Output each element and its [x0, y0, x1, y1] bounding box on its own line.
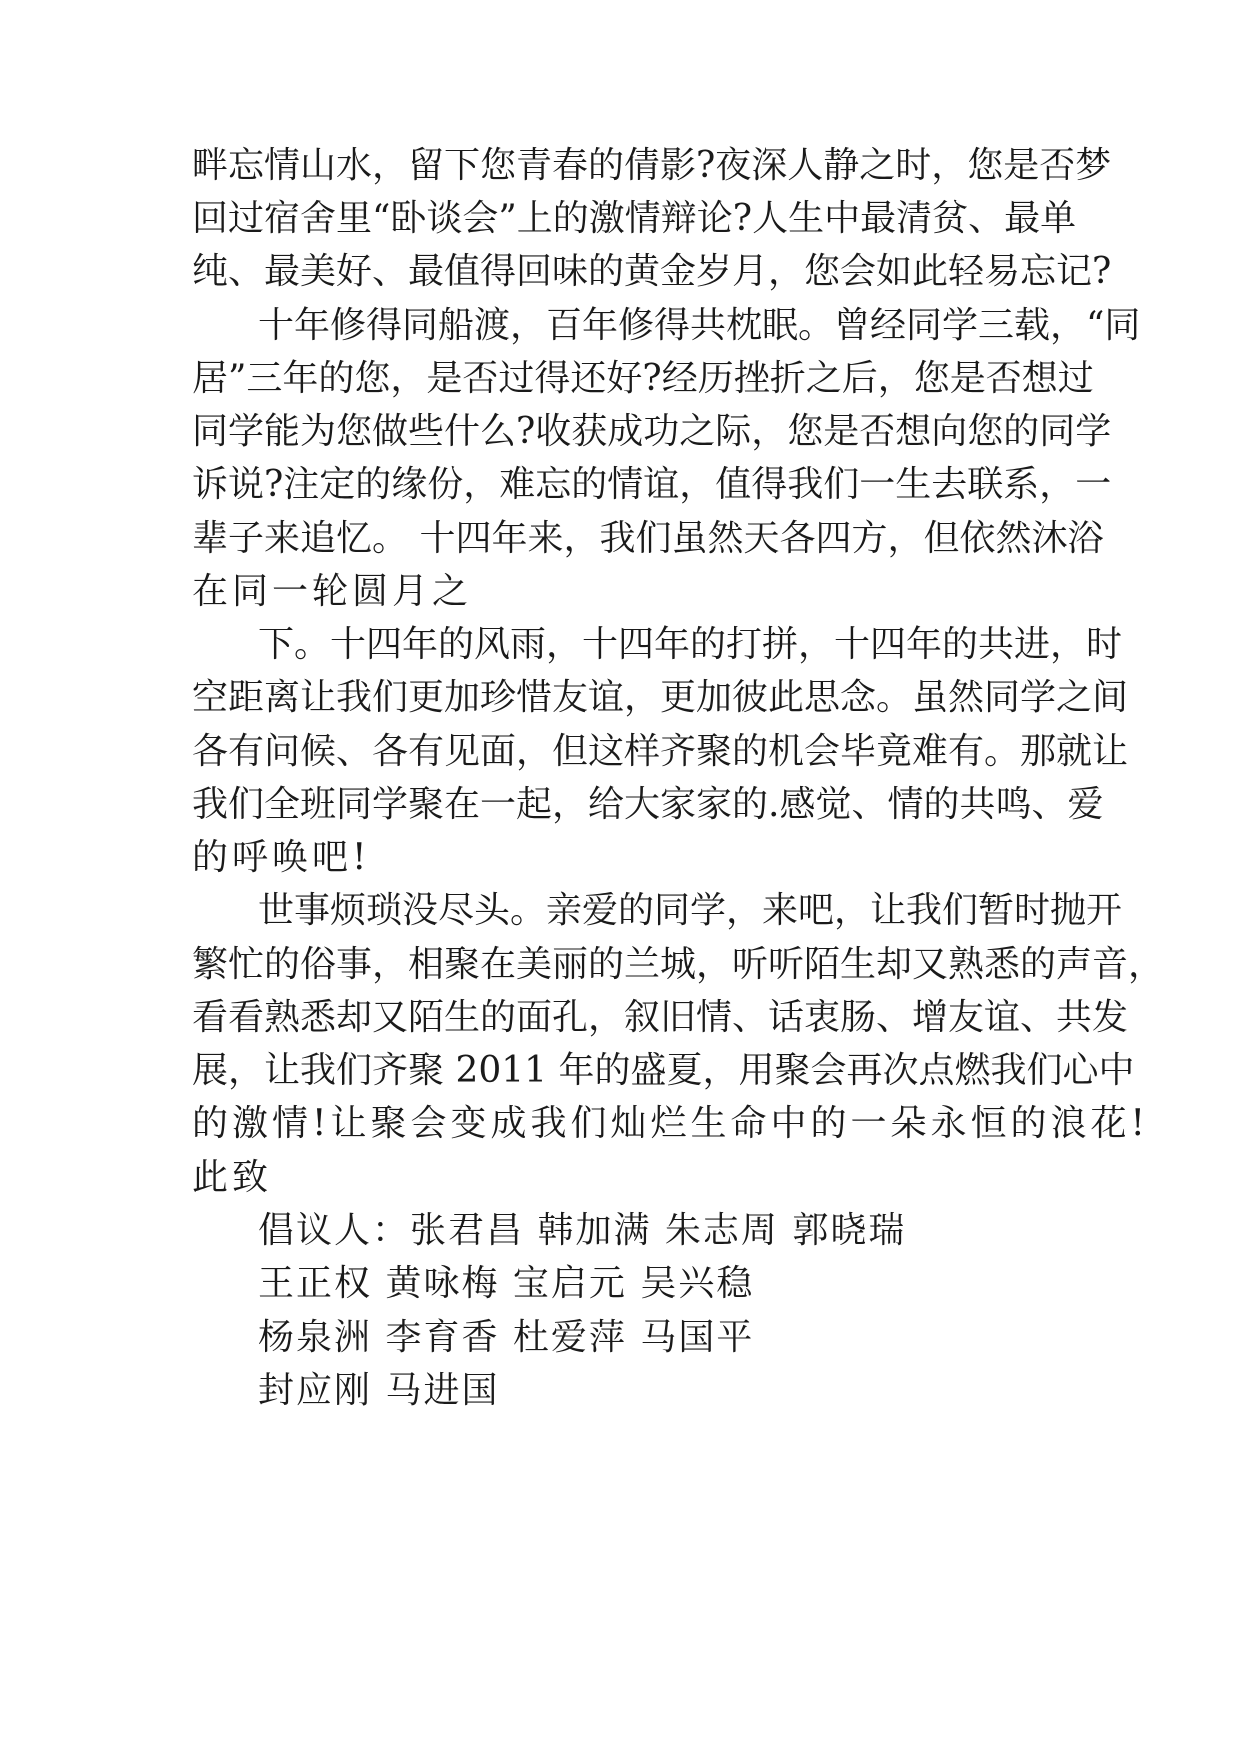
paragraph-line: 十年修得同船渡，百年修得共枕眠。曾经同学三载，“同	[258, 305, 1141, 346]
paragraph-line: 畔忘情山水，留下您青春的倩影?夜深人静之时，您是否梦	[192, 145, 1112, 186]
paragraph-line: 世事烦琐没尽头。亲爱的同学，来吧，让我们暂时抛开	[258, 890, 1123, 931]
paragraph-line: 回过宿舍里“卧谈会”上的激情辩论?人生中最清贫、最单	[192, 198, 1077, 239]
paragraph-line: 各有问候、各有见面，但这样齐聚的机会毕竟难有。那就让	[192, 731, 1129, 772]
paragraph-line: 看看熟悉却又陌生的面孔，叙旧情、话衷肠、增友谊、共发	[192, 997, 1129, 1038]
closing-salutation: 此致	[192, 1157, 273, 1198]
paragraph-line: 的激情!让聚会变成我们灿烂生命中的一朵永恒的浪花!	[192, 1103, 1149, 1144]
signature-line: 封应刚 马进国	[258, 1370, 500, 1411]
paragraph-line: 同学能为您做些什么?收获成功之际，您是否想向您的同学	[192, 411, 1112, 452]
paragraph-line: 的呼唤吧!	[192, 837, 371, 878]
paragraph-line: 繁忙的俗事，相聚在美丽的兰城，听听陌生却又熟悉的声音，	[192, 944, 1165, 985]
paragraph-line: 在同一轮圆月之	[192, 571, 473, 612]
signature-line: 倡议人：张君昌 韩加满 朱志周 郭晓瑞	[258, 1210, 907, 1251]
paragraph-line: 纯、最美好、最值得回味的黄金岁月，您会如此轻易忘记?	[192, 251, 1112, 292]
paragraph-line: 我们全班同学聚在一起，给大家家的.感觉、情的共鸣、爱	[192, 784, 1104, 825]
paragraph-line: 居”三年的您，是否过得还好?经历挫折之后，您是否想过	[192, 358, 1094, 399]
signature-line: 杨泉洲 李育香 杜爱萍 马国平	[258, 1317, 755, 1358]
paragraph-line: 展，让我们齐聚 2011 年的盛夏，用聚会再次点燃我们心中	[192, 1050, 1135, 1091]
signature-line: 王正权 黄咏梅 宝启元 吴兴稳	[258, 1263, 755, 1304]
paragraph-line: 辈子来追忆。 十四年来，我们虽然天各四方，但依然沐浴	[192, 518, 1104, 559]
paragraph-line: 下。十四年的风雨，十四年的打拼，十四年的共进，时	[258, 624, 1123, 665]
paragraph-line: 空距离让我们更加珍惜友谊，更加彼此思念。虽然同学之间	[192, 677, 1129, 718]
paragraph-line: 诉说?注定的缘份，难忘的情谊，值得我们一生去联系，一	[192, 464, 1112, 505]
